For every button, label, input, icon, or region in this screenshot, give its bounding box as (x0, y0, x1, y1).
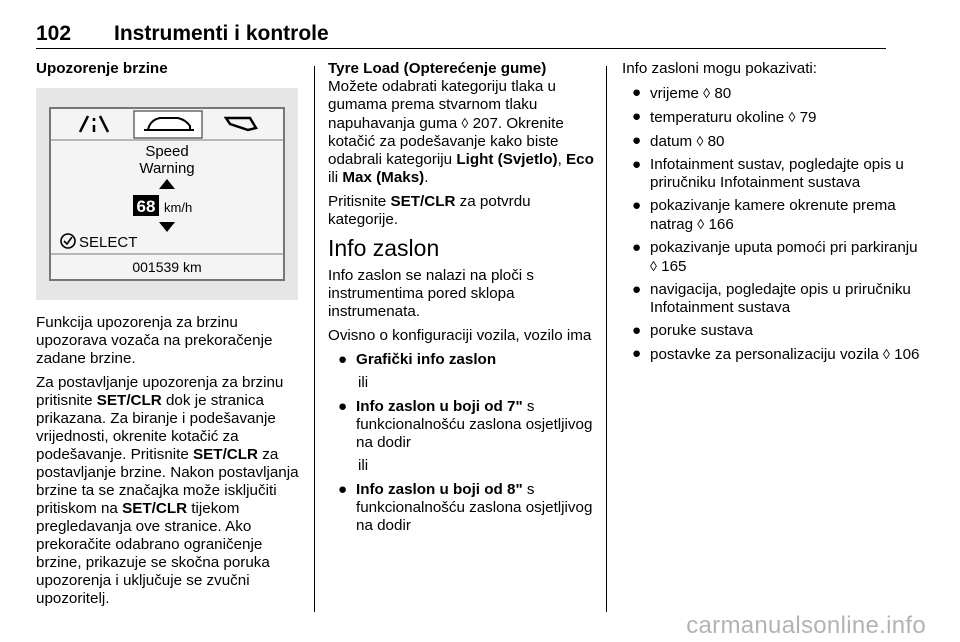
list-item: ● postavke za personalizaciju vozila ◊ 106 (632, 345, 920, 363)
display-odometer: 001539 km (132, 259, 202, 275)
subtitle-speed-warning: Upozorenje brzine (36, 60, 168, 77)
paragraph-speed-warning-intro: Funkcija upozorenja za brzinu upozorava vozača na prekoračenje zadane brzine. (36, 314, 273, 367)
bullet-icon: ● (632, 108, 642, 125)
list-item: ● poruke sustava (632, 322, 753, 339)
list-item: ● Grafički info zaslon (338, 351, 497, 368)
speed-warning-figure (36, 88, 298, 300)
page-ref-link[interactable]: 80 (714, 85, 732, 102)
header-title: Instrumenti i kontrole (114, 22, 329, 45)
reference-icon: ◊ (461, 115, 469, 131)
list-item: ● Info zaslon u boji od 8" s funkcionalnošću zaslona osjetljivog na dodir (338, 481, 593, 534)
bullet-icon: ● (632, 132, 642, 149)
paragraph-speed-warning-setup: Za postavljanje upozorenja za brzinu pritisnite SET/CLR dok je stranica prikazana. Za biranje i podešavanje vrijednosti, okrenite kotačić za podešavanje. Pritisnite SET/CLR za postavljanje brzine. Nakon postavljanja brzine ta se značajka može isključiti pritiskom na SET/CLR tijekom pregledavanja ove stranice. Ako prekoračite odabrano ograničenje brzine, prikazuje se skočna poruka upozorenja i uključuje se zvučni upozoritelj. (36, 374, 299, 607)
display-warning-label: Warning (139, 160, 195, 177)
or-text: ili (358, 374, 369, 391)
display-options-list-2 (328, 398, 594, 452)
list-item: ● Info zaslon u boji od 7" s funkcionalnošću zaslona osjetljivog na dodir (338, 398, 593, 451)
speed-warning-display (36, 88, 298, 300)
page-ref-link[interactable]: 106 (894, 346, 920, 363)
reference-icon: ◊ (696, 133, 704, 149)
reference-icon: ◊ (883, 346, 890, 362)
list-item: ● temperaturu okoline ◊ 79 (632, 108, 817, 126)
page-header (36, 8, 886, 49)
page-ref-link[interactable]: 166 (708, 216, 734, 233)
paragraph-config: Ovisno o konfiguraciji vozila, vozilo ima (328, 327, 592, 344)
page-number: 102 (36, 22, 72, 45)
bullet-icon: ● (632, 84, 642, 101)
bullet-icon: ● (338, 398, 348, 415)
reference-icon: ◊ (697, 216, 705, 232)
list-item: ● pokazivanje kamere okrenute prema natrag ◊ 166 (632, 197, 896, 233)
column-left (36, 60, 304, 614)
column-divider (606, 66, 607, 612)
page-ref-link[interactable]: 79 (799, 109, 817, 126)
paragraph-info-displays-intro: Info zasloni mogu pokazivati: (622, 60, 818, 77)
watermark: carmanualsonline.info (686, 612, 926, 639)
paragraph-tyre-load: Možete odabrati kategoriju tlaka u gumama prema stvarnom tlaku napuhavanja guma ◊ 207. Okrenite kotačić za podešavanje kako biste odabrali kategoriju Light (Svjetlo), Eco ili Max (Maks). (328, 78, 594, 186)
page-ref-link[interactable]: 165 (661, 258, 687, 275)
column-middle (328, 60, 594, 540)
list-item: ● vrijeme ◊ 80 (632, 84, 732, 102)
info-display-features-list (622, 84, 922, 364)
bullet-icon: ● (338, 351, 348, 368)
bullet-icon: ● (632, 156, 642, 173)
display-speed-unit: km/h (164, 200, 193, 215)
paragraph-tyre-confirm: Pritisnite SET/CLR za potvrdu kategorije. (328, 193, 531, 228)
display-speed-label: Speed (145, 143, 189, 160)
section-title-info-zaslon: Info zaslon (328, 235, 440, 261)
bullet-icon: ● (632, 239, 642, 256)
bullet-icon: ● (632, 197, 642, 214)
list-item: ● navigacija, pogledajte opis u priručniku Infotainment sustava (632, 281, 911, 316)
bullet-icon: ● (632, 322, 642, 339)
paragraph-info-location: Info zaslon se nalazi na ploči s instrumentima pored sklopa instrumenata. (328, 267, 534, 320)
display-speed-value: 68 (136, 197, 156, 216)
bullet-icon: ● (632, 345, 642, 362)
column-right (622, 60, 922, 369)
bullet-icon: ● (338, 481, 348, 498)
display-select-label: SELECT (79, 234, 138, 251)
reference-icon: ◊ (788, 109, 796, 125)
bullet-icon: ● (632, 281, 642, 298)
list-item: ● Infotainment sustav, pogledajte opis u priručniku Infotainment sustava (632, 156, 904, 191)
subtitle-tyre-load: Tyre Load (Opterećenje gume) (328, 60, 547, 77)
display-options-list-3 (328, 481, 594, 535)
list-item: ● pokazivanje uputa pomoći pri parkiranju ◊ 165 (632, 239, 918, 275)
display-options-list (328, 351, 594, 369)
column-divider (314, 66, 315, 612)
reference-icon: ◊ (650, 258, 657, 274)
page-ref-link[interactable]: 207 (472, 115, 498, 132)
reference-icon: ◊ (703, 85, 711, 101)
or-text: ili (358, 457, 369, 474)
page-ref-link[interactable]: 80 (707, 133, 725, 150)
list-item: ● datum ◊ 80 (632, 132, 725, 150)
